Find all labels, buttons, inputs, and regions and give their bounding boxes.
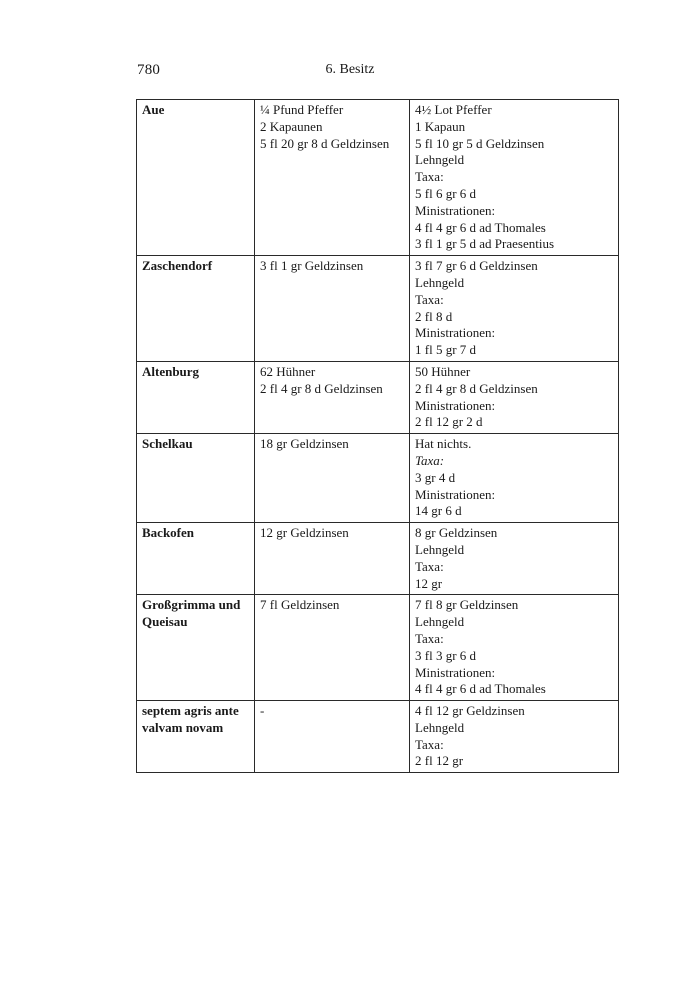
cell-line: 50 Hühner: [415, 363, 471, 379]
cell-line: 2 fl 12 gr 2 d: [415, 414, 483, 430]
cell-line: Lehngeld: [415, 719, 465, 735]
cell-line: 12 gr: [415, 575, 443, 591]
cell-line: Taxa:: [415, 452, 445, 468]
income-cell: [255, 100, 410, 256]
cell-line: 4 fl 4 gr 6 d ad Thomales: [415, 681, 546, 697]
detail-cell: [410, 361, 619, 433]
income-cell: [255, 595, 410, 701]
place-name: valvam novam: [142, 719, 224, 735]
cell-line: 3 fl 7 gr 6 d Geldzinsen: [415, 258, 538, 274]
cell-line: 3 fl 1 gr Geldzinsen: [260, 258, 364, 274]
table-row: [137, 523, 619, 595]
table-row: [137, 256, 619, 362]
cell-line: Lehngeld: [415, 614, 465, 630]
cell-line: 5 fl 10 gr 5 d Geldzinsen: [415, 135, 545, 151]
cell-line: 2 Kapaunen: [260, 118, 323, 134]
cell-line: Taxa:: [415, 736, 444, 752]
cell-line: 4½ Lot Pfeffer: [415, 102, 492, 117]
cell-line: 7 fl Geldzinsen: [260, 597, 340, 613]
place-cell: [137, 434, 255, 523]
detail-cell: [410, 434, 619, 523]
cell-line: 1 fl 5 gr 7 d: [415, 342, 477, 358]
place-cell: [137, 595, 255, 701]
cell-line: 3 fl 1 gr 5 d ad Praesentius: [415, 236, 555, 252]
place-name: Zaschendorf: [142, 258, 213, 274]
cell-line: 8 gr Geldzinsen: [415, 525, 498, 541]
cell-line: 2 fl 8 d: [415, 308, 453, 324]
table-row: [137, 595, 619, 701]
place-name: Großgrimma und: [142, 597, 241, 613]
income-cell: [255, 701, 410, 773]
detail-cell: [410, 523, 619, 595]
cell-line: ¼ Pfund Pfeffer: [260, 102, 344, 117]
cell-line: 2 fl 4 gr 8 d Geldzinsen: [415, 380, 538, 396]
place-cell: [137, 361, 255, 433]
cell-line: Lehngeld: [415, 274, 465, 290]
cell-line: -: [260, 703, 265, 719]
cell-line: 2 fl 4 gr 8 d Geldzinsen: [260, 380, 383, 396]
place-name: Altenburg: [142, 363, 200, 379]
cell-line: 3 fl 3 gr 6 d: [415, 647, 477, 663]
running-title: 6. Besitz: [325, 62, 375, 77]
cell-line: 3 gr 4 d: [415, 469, 456, 485]
detail-cell: [410, 595, 619, 701]
table-row: [137, 701, 619, 773]
place-cell: [137, 100, 255, 256]
income-cell: [255, 361, 410, 433]
detail-cell: [410, 256, 619, 362]
cell-line: 5 fl 6 gr 6 d: [415, 185, 477, 201]
cell-line: Lehngeld: [415, 541, 465, 557]
cell-line: 62 Hühner: [260, 363, 316, 379]
holdings-table: [136, 99, 619, 773]
table-row: [137, 361, 619, 433]
place-name: septem agris ante: [142, 703, 239, 719]
cell-line: Ministrationen:: [415, 202, 496, 218]
cell-line: Ministrationen:: [415, 397, 496, 413]
table-row: [137, 434, 619, 523]
cell-line: Taxa:: [415, 169, 444, 185]
cell-line: Ministrationen:: [415, 664, 496, 680]
place-name: Backofen: [142, 525, 194, 541]
place-name: Schelkau: [142, 436, 193, 452]
income-cell: [255, 256, 410, 362]
place-cell: [137, 701, 255, 773]
cell-line: 18 gr Geldzinsen: [260, 436, 349, 452]
place-cell: [137, 256, 255, 362]
table-row: [137, 100, 619, 256]
place-name: Aue: [142, 102, 165, 117]
cell-line: 14 gr 6 d: [415, 503, 462, 519]
detail-cell: [410, 100, 619, 256]
cell-line: Taxa:: [415, 558, 444, 574]
income-cell: [255, 434, 410, 523]
cell-line: Ministrationen:: [415, 486, 496, 502]
cell-line: 7 fl 8 gr Geldzinsen: [415, 597, 519, 613]
cell-line: 4 fl 12 gr Geldzinsen: [415, 703, 525, 719]
cell-line: Hat nichts.: [415, 436, 472, 452]
place-name: Queisau: [142, 614, 188, 630]
cell-line: 5 fl 20 gr 8 d Geldzinsen: [260, 135, 390, 151]
detail-cell: [410, 701, 619, 773]
cell-line: Ministrationen:: [415, 325, 496, 341]
cell-line: Lehngeld: [415, 152, 465, 168]
cell-line: 12 gr Geldzinsen: [260, 525, 349, 541]
cell-line: 2 fl 12 gr: [415, 753, 464, 769]
cell-line: Taxa:: [415, 291, 444, 307]
cell-line: 1 Kapaun: [415, 118, 466, 134]
page-number: 780: [137, 62, 161, 78]
cell-line: 4 fl 4 gr 6 d ad Thomales: [415, 219, 546, 235]
place-cell: [137, 523, 255, 595]
income-cell: [255, 523, 410, 595]
cell-line: Taxa:: [415, 630, 444, 646]
